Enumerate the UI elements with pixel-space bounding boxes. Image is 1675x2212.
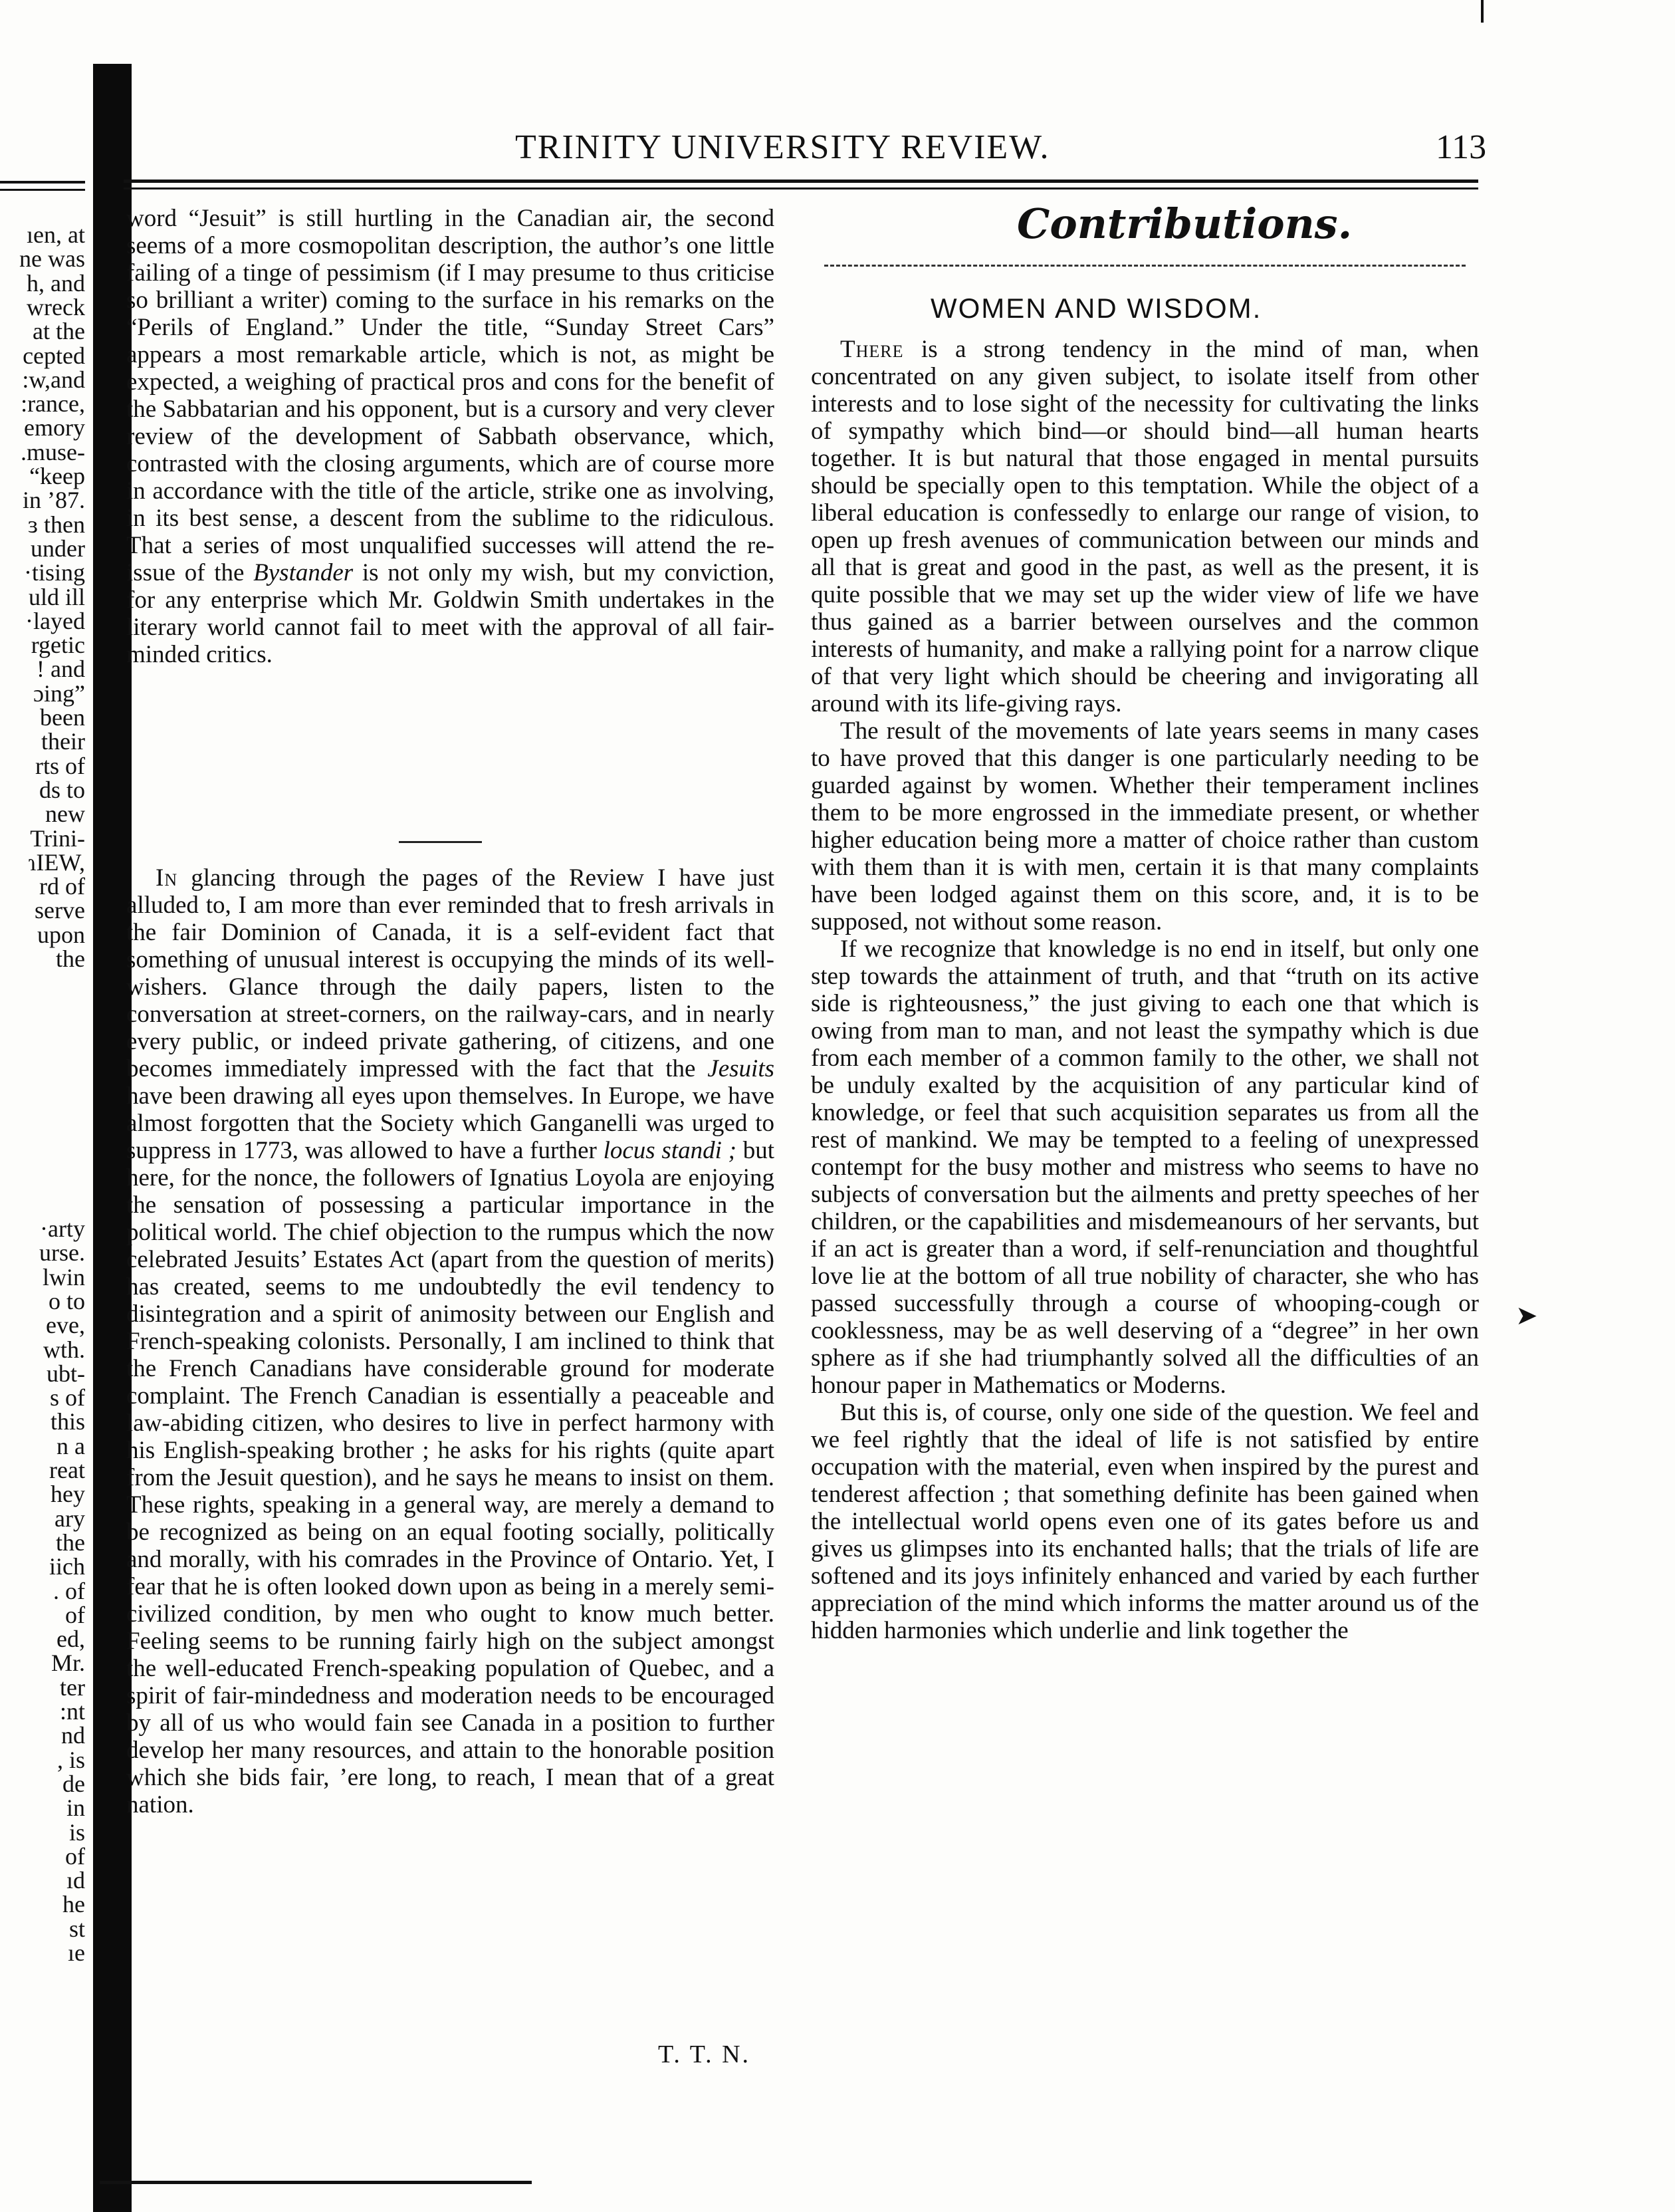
clipped-left-fragment: st: [68, 1915, 85, 1942]
clipped-left-fragment: in: [66, 1794, 85, 1822]
clipped-left-fragment: rts of: [35, 752, 85, 779]
clipped-left-fragment: ubt-: [47, 1360, 85, 1387]
clipped-left-fragment: ary: [55, 1505, 85, 1532]
margin-arrow-mark: ➤: [1515, 1300, 1538, 1330]
column-one-second-article: [126, 864, 774, 1818]
clipped-left-fragment: nd: [61, 1722, 85, 1749]
clipped-left-fragment: ɔing”: [33, 679, 85, 707]
clipped-left-fragment: of: [65, 1842, 85, 1870]
clipped-left-fragment: ter: [60, 1673, 85, 1701]
clipped-left-fragment: in ’87.: [23, 487, 85, 514]
column-one-continued-article: [126, 205, 774, 668]
clipped-left-fragment: n a: [56, 1432, 85, 1459]
column-two-paragraph-3: If we recognize that knowledge is no end in itself, but only one step towards the attainment of truth, and that “truth on its active side is righteousness,” the just giving to each one that which is owing from man to man, and not least the sympathy which is due from each member of a common family to the other, we shall not be unduly exalted by the acquisition of any particular kind of knowledge, or feel that such acquisition separates us from all the rest of mankind. We may be tempted to a feeling of unexpressed contempt for the busy mother and mistress who seems to have no subjects of conversation but the ailments and pretty speeches of her children, or the capabilities and misdemeanours of her servants, but if an act is greater than a word, if self-renunciation and thoughtful love lie at the bottom of all true nobility of character, she who has passed successfully through a course of whooping-cough or cooklessness, may be as well deserving of a “degree” in her own sphere as if she had triumphantly solved all the difficulties of an honour paper in Mathematics or Moderns.: [811, 935, 1479, 1399]
header-rule-bottom: [124, 187, 1478, 189]
clipped-left-fragment: reat: [49, 1457, 85, 1483]
clipped-left-fragment: :w,and: [22, 366, 85, 393]
clipped-left-fragment: the: [56, 1529, 85, 1556]
clipped-left-fragment: rd of: [39, 873, 85, 900]
clipped-left-fragment: he: [62, 1891, 85, 1918]
bystander-title: Bystander: [253, 559, 354, 586]
section-heading: Contributions.: [1017, 199, 1353, 248]
column-one-paragraph-2: In glancing through the pages of the Review I have just alluded to, I am more than ever reminded that to fresh arrivals in the fair Dominion of Canada, it is a self-evident fact that something of unusual interest is occupying the minds of its well-wishers. Glance through the daily papers, listen to the conversation at street-corners, on the railway-cars, and in nearly every public, or indeed private gathering, of citizens, and one becomes immediately impressed with the fact that the Jesuits have been drawing all eyes upon themselves. In Europe, we have almost forgotten that the Society which Ganganelli was urged to suppress in 1773, was allowed to have a further locus standi ; but here, for the nonce, the followers of Ignatius Loyola are enjoying the sensation of possessing a particular importance in the political world. The chief objection to the rumpus which the now celebrated Jesuits’ Estates Act (apart from the question of merits) has created, seems to me undoubtedly the evil tendency to disintegration and a spirit of animosity between our English and French-speaking colonists. Personally, I am inclined to think that the French Canadians have considerable ground for moderate complaint. The French Canadian is essentially a peaceable and law-abiding citizen, who desires to live in perfect harmony with his English-speaking brother ; he asks for his rights (quite apart from the Jesuit question), and he says he means to insist on them. These rights, speaking in a general way, are merely a demand to be recognized as being on an equal footing socially, politically and morally, with his comrades in the Province of Ontario. Yet, I fear that he is often looked down upon as being in a merely semi-civilized condition, by men who ought to know much better. Feeling seems to be running fairly high on the subject amongst the well-educated French-speaking population of Quebec, and a spirit of fair-mindedness and moderation needs to be encouraged by all of us who would fain see Canada in a position to further develop her many resources, and attain to the honorable position which she bids fair, ’ere long, to reach, I mean that of a great nation.: [126, 864, 774, 1818]
clipped-left-fragment: been: [40, 704, 85, 731]
clipped-left-fragment: ! and: [37, 656, 85, 683]
article-title: WOMEN AND WISDOM.: [931, 293, 1262, 324]
left-header-rule-bottom: [0, 189, 85, 191]
column-two-paragraph-1: There is a strong tendency in the mind of man, when concentrated on any given subject, to isolate itself from other interests and to lose sight of the necessity for cultivating the links of sympathy which bind—or should bind—all human hearts together. It is but natural that those engaged in mental pursuits should be specially open to this temptation. While the object of a liberal education is confessedly to enlarge our range of vision, to open up fresh avenues of communication between our minds and all that is great and good in the past, as well as the present, it is quite possible that we may set up the wider view of life we have thus gained as a barrier between ourselves and the common interests of humanity, and make a rallying point for a narrow clique of that very light which should be cheering and invigorating all around with its life-giving rays.: [811, 336, 1479, 717]
running-header-title: TRINITY UNIVERSITY REVIEW.: [515, 128, 1050, 166]
clipped-left-fragment: h, and: [27, 269, 85, 297]
clipped-left-fragment: ıd: [66, 1867, 85, 1894]
clipped-left-fragment: wreck: [27, 293, 85, 320]
author-signature: T. T. N.: [658, 2040, 751, 2068]
clipped-left-fragment: ·layed: [25, 607, 85, 634]
clipped-left-fragment: under: [31, 535, 85, 562]
clipped-left-fragment: uld ill: [28, 583, 85, 610]
clipped-left-fragment: is: [68, 1818, 85, 1846]
clipped-left-fragment: wth.: [43, 1336, 85, 1363]
column-two-paragraph-2: The result of the movements of late years seems in many cases to have proved that this danger is one particularly needing to be guarded against by women. Whether their temperament inclines them to be more engrossed in the immediate present, or whether higher education being more a matter of choice rather than custom with them than it is with men, certain it is that many complaints have been lodged against them on this score, and, it is to be supposed, not without some reason.: [811, 717, 1479, 935]
column-two-article-body: [811, 336, 1479, 1644]
clipped-left-fragment: :nt: [59, 1698, 85, 1725]
clipped-left-fragment: de: [62, 1770, 85, 1797]
clipped-left-fragment: serve: [35, 897, 85, 924]
clipped-left-fragment: cepted: [23, 342, 85, 369]
clipped-left-fragment: ɜ then: [27, 511, 85, 538]
clipped-left-fragment: ·arty: [40, 1215, 85, 1242]
bottom-rule: [100, 2181, 532, 2184]
clipped-left-fragment: upon: [37, 921, 85, 948]
clipped-left-fragment: ne was: [19, 245, 85, 273]
column-two-paragraph-4: But this is, of course, only one side of the question. We feel and we feel rightly that the ideal of life is not satisfied by entire occupation with the material, even when inspired by the purest and tenderest affection ; that something definite has been gained when the intellectual world opens even one of its gates before us and gives us glimpses into its enchanted halls; that the trials of life are softened and its joys infinitely enhanced and varied by each further appreciation of the mind which informs the matter around us of the hidden harmonies which underlie and link together the: [811, 1399, 1479, 1644]
left-header-rule-top: [0, 181, 85, 184]
clipped-left-fragment: “keep: [29, 463, 85, 489]
clipped-left-fragment: the: [56, 945, 85, 972]
clipped-left-fragment: new: [45, 800, 85, 828]
clipped-left-fragment: :rance,: [21, 390, 85, 418]
page-number: 113: [1436, 128, 1487, 166]
clipped-left-fragment: emory: [24, 414, 85, 441]
clipped-left-fragment: ıe: [68, 1939, 85, 1966]
clipped-left-fragment: at the: [33, 318, 85, 345]
clipped-left-fragment: their: [41, 728, 85, 755]
clipped-left-fragment: Trini-: [30, 824, 85, 852]
clipped-left-fragment: ıen, at: [27, 221, 85, 248]
clipped-left-fragment: . of: [53, 1577, 85, 1604]
clipped-left-fragment: ed,: [56, 1626, 85, 1653]
clipped-left-fragment: eve,: [46, 1312, 85, 1339]
clipped-left-fragment: ɿIEW,: [28, 848, 85, 876]
column-one-paragraph-1: word “Jesuit” is still hurtling in the Canadian air, the second seems of a more cosmopolitan description, the author’s one little failing of a tinge of pessimism (if I may presume to thus criticise so brilliant a writer) coming to the surface in his remarks on the “Perils of England.” Under the title, “Sunday Street Cars” appears a most remarkable article, which is not, as might be expected, a weighing of practical pros and cons for the benefit of the Sabbatarian and his opponent, but is a cursory and very clever review of the development of Sabbath observance, which, contrasted with the closing arguments, which are of course more in accordance with the title of the article, strike one as involving, in its best sense, a descent from the sublime to the ridiculous. That a series of most unqualified successes will attend the re-issue of the Bystander is not only my wish, but my conviction, for any enterprise which Mr. Goldwin Smith undertakes in the literary world cannot fail to meet with the approval of all fair-minded critics.: [126, 205, 774, 668]
clipped-left-fragment: ·tising: [23, 559, 85, 586]
clipped-left-fragment: Mr.: [51, 1650, 85, 1677]
clipped-left-fragment: ds to: [39, 776, 85, 803]
column-one-separator: [399, 841, 482, 843]
clipped-left-fragment: iich: [49, 1553, 85, 1580]
clipped-left-fragment: o to: [48, 1287, 85, 1314]
section-heading-rule: [824, 265, 1466, 267]
clipped-left-fragment: of: [65, 1601, 85, 1628]
clipped-left-fragment: rgetic: [31, 632, 85, 659]
clipped-left-fragment: .muse-: [21, 438, 85, 465]
margin-mark: [1481, 0, 1484, 23]
clipped-left-fragment: , is: [56, 1746, 85, 1773]
clipped-left-fragment: lwin: [42, 1263, 85, 1290]
clipped-left-fragment: urse.: [39, 1239, 85, 1267]
clipped-left-fragment: s of: [50, 1384, 85, 1412]
clipped-left-fragment: this: [50, 1408, 85, 1435]
header-rule-top: [124, 180, 1478, 183]
clipped-left-fragment: hey: [51, 1481, 85, 1508]
